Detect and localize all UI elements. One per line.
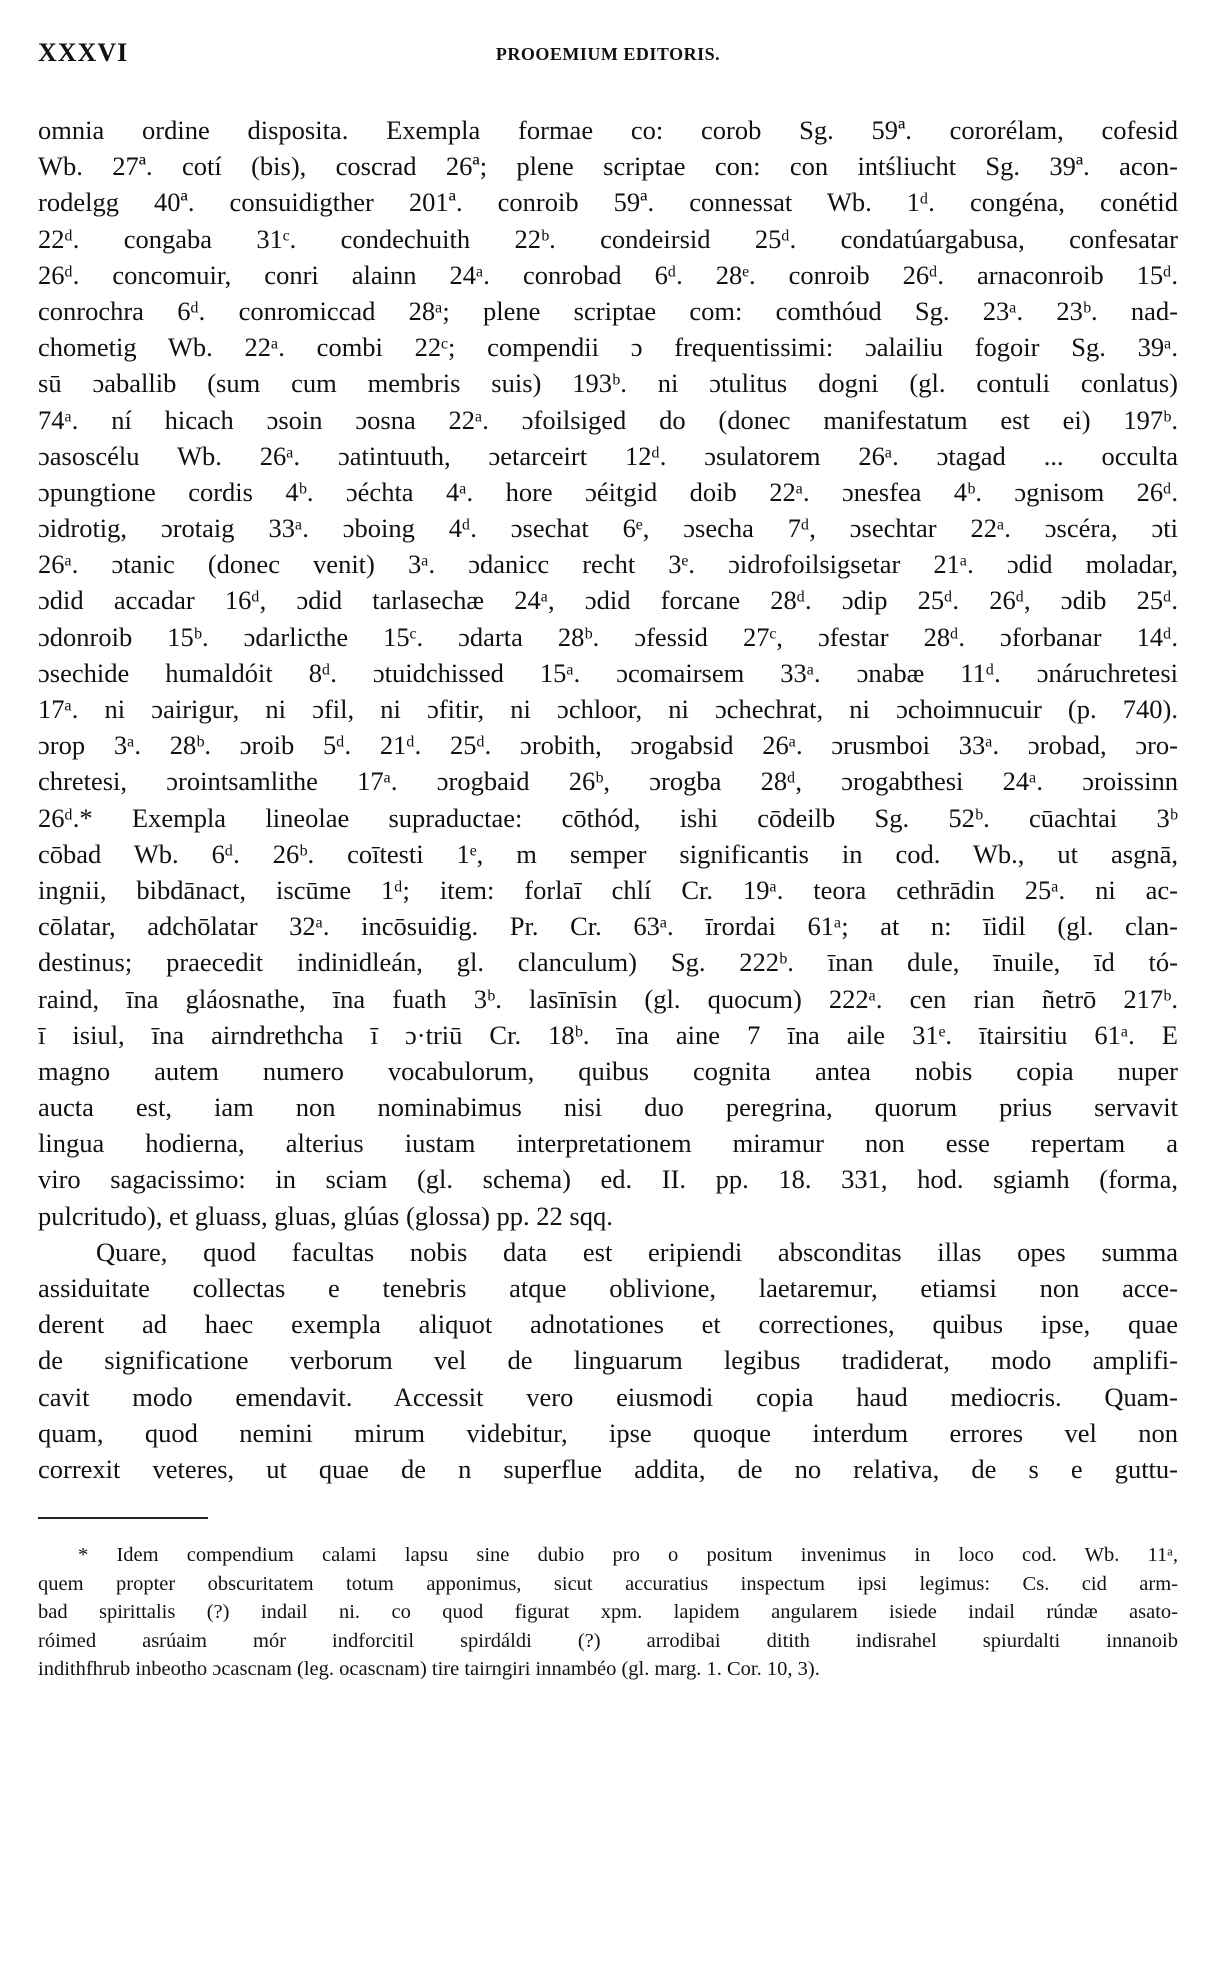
footnote-line: * Idem compendium calami lapsu sine dubio pro o positum invenimus in loco cod. Wb. 11ᵃ, [78, 1544, 1178, 1567]
text-line: derent ad haec exempla aliquot adnotationes et correctiones, quibus ipse, quae [38, 1309, 1178, 1340]
footnote-divider [38, 1517, 208, 1519]
text-line: ɔsechide humaldóit 8ᵈ. ɔtuidchissed 15ᵃ. ɔcomairsem 33ᵃ. ɔnabæ 11ᵈ. ɔnáruchretesi [38, 657, 1178, 688]
text-line: aucta est, iam non nominabimus nisi duo peregrina, quorum prius servavit [38, 1092, 1178, 1123]
text-line: cōlatar, adchōlatar 32ᵃ. incōsuidig. Pr. Cr. 63ᵃ. īrordai 61ᵃ; at n: īidil (gl. clan- [38, 911, 1178, 942]
text-line: ɔidrotig, ɔrotaig 33ᵃ. ɔboing 4ᵈ. ɔsechat 6ᵉ, ɔsecha 7ᵈ, ɔsechtar 22ᵃ. ɔscéra, ɔti [38, 513, 1178, 544]
text-line: cavit modo emendavit. Accessit vero eiusmodi copia haud mediocris. Quam- [38, 1381, 1178, 1412]
text-line: destinus; praecedit indinidleán, gl. clanculum) Sg. 222ᵇ. īnan dule, īnuile, īd tó- [38, 947, 1178, 978]
running-head: PROOEMIUM EDITORIS. [495, 44, 721, 64]
text-line: correxit veteres, ut quae de n superflue addita, de no relativa, de s e guttu- [38, 1453, 1178, 1484]
text-line: 26ᵈ. concomuir, conri alainn 24ᵃ. conrobad 6ᵈ. 28ᵉ. conroib 26ᵈ. arnaconroib 15ᵈ. [38, 259, 1178, 290]
text-line: ī isiul, īna airndrethcha ī ɔ·triū Cr. 18ᵇ. īna aine 7 īna aile 31ᵉ. ītairsitiu 61ᵃ. E [38, 1019, 1178, 1050]
text-line: raind, īna gláosnathe, īna fuath 3ᵇ. lasīnīsin (gl. quocum) 222ᵃ. cen rian ñetrō 217ᵇ. [38, 983, 1178, 1014]
text-line: 17ᵃ. ni ɔairigur, ni ɔfil, ni ɔfitir, ni ɔchloor, ni ɔchechrat, ni ɔchoimnucuir (p. 740). [38, 694, 1178, 724]
text-line: sū ɔaballib (sum cum membris suis) 193ᵇ. ni ɔtulitus dogni (gl. contuli conlatus) [38, 368, 1178, 399]
text-line: quam, quod nemini mirum videbitur, ipse quoque interdum errores vel non [38, 1417, 1178, 1448]
text-line: assiduitate collectas e tenebris atque oblivione, laetaremur, etiamsi non acce- [38, 1273, 1178, 1303]
text-line: ingnii, bibdānact, iscūme 1ᵈ; item: forlaī chlí Cr. 19ᵃ. teora cethrādin 25ᵃ. ni ac- [38, 874, 1178, 905]
text-line: ɔrop 3ᵃ. 28ᵇ. ɔroib 5ᵈ. 21ᵈ. 25ᵈ. ɔrobith, ɔrogabsid 26ᵃ. ɔrusmboi 33ᵃ. ɔrobad, ɔro- [38, 730, 1178, 761]
text-line: ɔpungtione cordis 4ᵇ. ɔéchta 4ᵃ. hore ɔéitgid doib 22ᵃ. ɔnesfea 4ᵇ. ɔgnisom 26ᵈ. [38, 476, 1178, 507]
text-line: pulcritudo), et gluass, gluas, glúas (glossa) pp. 22 sqq. [38, 1200, 613, 1231]
footnote-line: quem propter obscuritatem totum apponimus, sicut accuratius inspectum ipsi legimus: Cs. cid arm- [38, 1572, 1178, 1595]
text-line: ɔdonroib 15ᵇ. ɔdarlicthe 15ᶜ. ɔdarta 28ᵇ. ɔfessid 27ᶜ, ɔfestar 28ᵈ. ɔforbanar 14ᵈ. [38, 621, 1178, 652]
text-line: omnia ordine disposita. Exempla formae co: corob Sg. 59ª. cororélam, cofesid [38, 115, 1178, 145]
footnote-line: róimed asrúaim mór indforcitil spirdáldi (?) arrodibai ditith indisrahel spiurdalti innanoib [38, 1629, 1178, 1652]
text-line: conrochra 6ᵈ. conromiccad 28ᵃ; plene scriptae com: comthóud Sg. 23ᵃ. 23ᵇ. nad- [38, 295, 1178, 326]
text-line: 26ᵃ. ɔtanic (donec venit) 3ᵃ. ɔdanicc recht 3ᵉ. ɔidrofoilsigsetar 21ᵃ. ɔdid moladar, [38, 549, 1178, 580]
text-line: ɔdid accadar 16ᵈ, ɔdid tarlasechæ 24ᵃ, ɔdid forcane 28ᵈ. ɔdip 25ᵈ. 26ᵈ, ɔdib 25ᵈ. [38, 585, 1178, 616]
paragraph-start-line: Quare, quod facultas nobis data est eripiendi absconditas illas opes summa [96, 1236, 1178, 1267]
text-line: 22ᵈ. congaba 31ᶜ. condechuith 22ᵇ. condeirsid 25ᵈ. condatúargabusa, confesatar [38, 223, 1178, 254]
text-line: viro sagacissimo: in sciam (gl. schema) ed. II. pp. 18. 331, hod. sgiamh (forma, [38, 1164, 1178, 1195]
text-line: ɔasoscélu Wb. 26ᵃ. ɔatintuuth, ɔetarceirt 12ᵈ. ɔsulatorem 26ᵃ. ɔtagad ... occulta [38, 440, 1178, 471]
text-line: 74ᵃ. ní hicach ɔsoin ɔosna 22ᵃ. ɔfoilsiged do (donec manifestatum est ei) 197ᵇ. [38, 404, 1178, 435]
text-line: 26ᵈ.* Exempla lineolae supraductae: cōthód, ishi cōdeilb Sg. 52ᵇ. cūachtai 3ᵇ [38, 802, 1178, 833]
footnote [38, 1541, 1178, 1684]
text-line: lingua hodierna, alterius iustam interpretationem miramur non esse repertam a [38, 1128, 1178, 1159]
text-line: cōbad Wb. 6ᵈ. 26ᵇ. coītesti 1ᵉ, m semper significantis in cod. Wb., ut asgnā, [38, 838, 1178, 869]
text-line: de significatione verborum vel de linguarum legibus tradiderat, modo amplifi- [38, 1345, 1178, 1376]
footnote-line: bad spirittalis (?) indail ni. co quod figurat xpm. lapidem angularem isiede indail rúndæ asato- [38, 1601, 1178, 1624]
page-header [38, 38, 1178, 78]
page [38, 38, 1178, 1684]
text-line: chretesi, ɔrointsamlithe 17ᵃ. ɔrogbaid 26ᵇ, ɔrogba 28ᵈ, ɔrogabthesi 24ᵃ. ɔroissinn [38, 766, 1178, 797]
footnote-line: indithfhrub inbeotho ɔcascnam (leg. ocascnam) tire tairngiri innambéo (gl. marg. 1. Cor. 10, 3). [38, 1658, 820, 1681]
text-line: magno autem numero vocabulorum, quibus cognita antea nobis copia nuper [38, 1055, 1178, 1086]
page-number: XXXVI [38, 38, 129, 67]
text-line: chometig Wb. 22ᵃ. combi 22ᶜ; compendii ɔ frequentissimi: ɔalailiu fogoir Sg. 39ᵃ. [38, 332, 1178, 363]
text-line: rodelgg 40ª. consuidigther 201ª. conroib 59ª. connessat Wb. 1ᵈ. congéna, conétid [38, 187, 1178, 218]
text-line: Wb. 27ª. cotí (bis), coscrad 26ª; plene scriptae con: con intśliucht Sg. 39ª. acon- [38, 151, 1178, 182]
main-text [38, 112, 1178, 1487]
